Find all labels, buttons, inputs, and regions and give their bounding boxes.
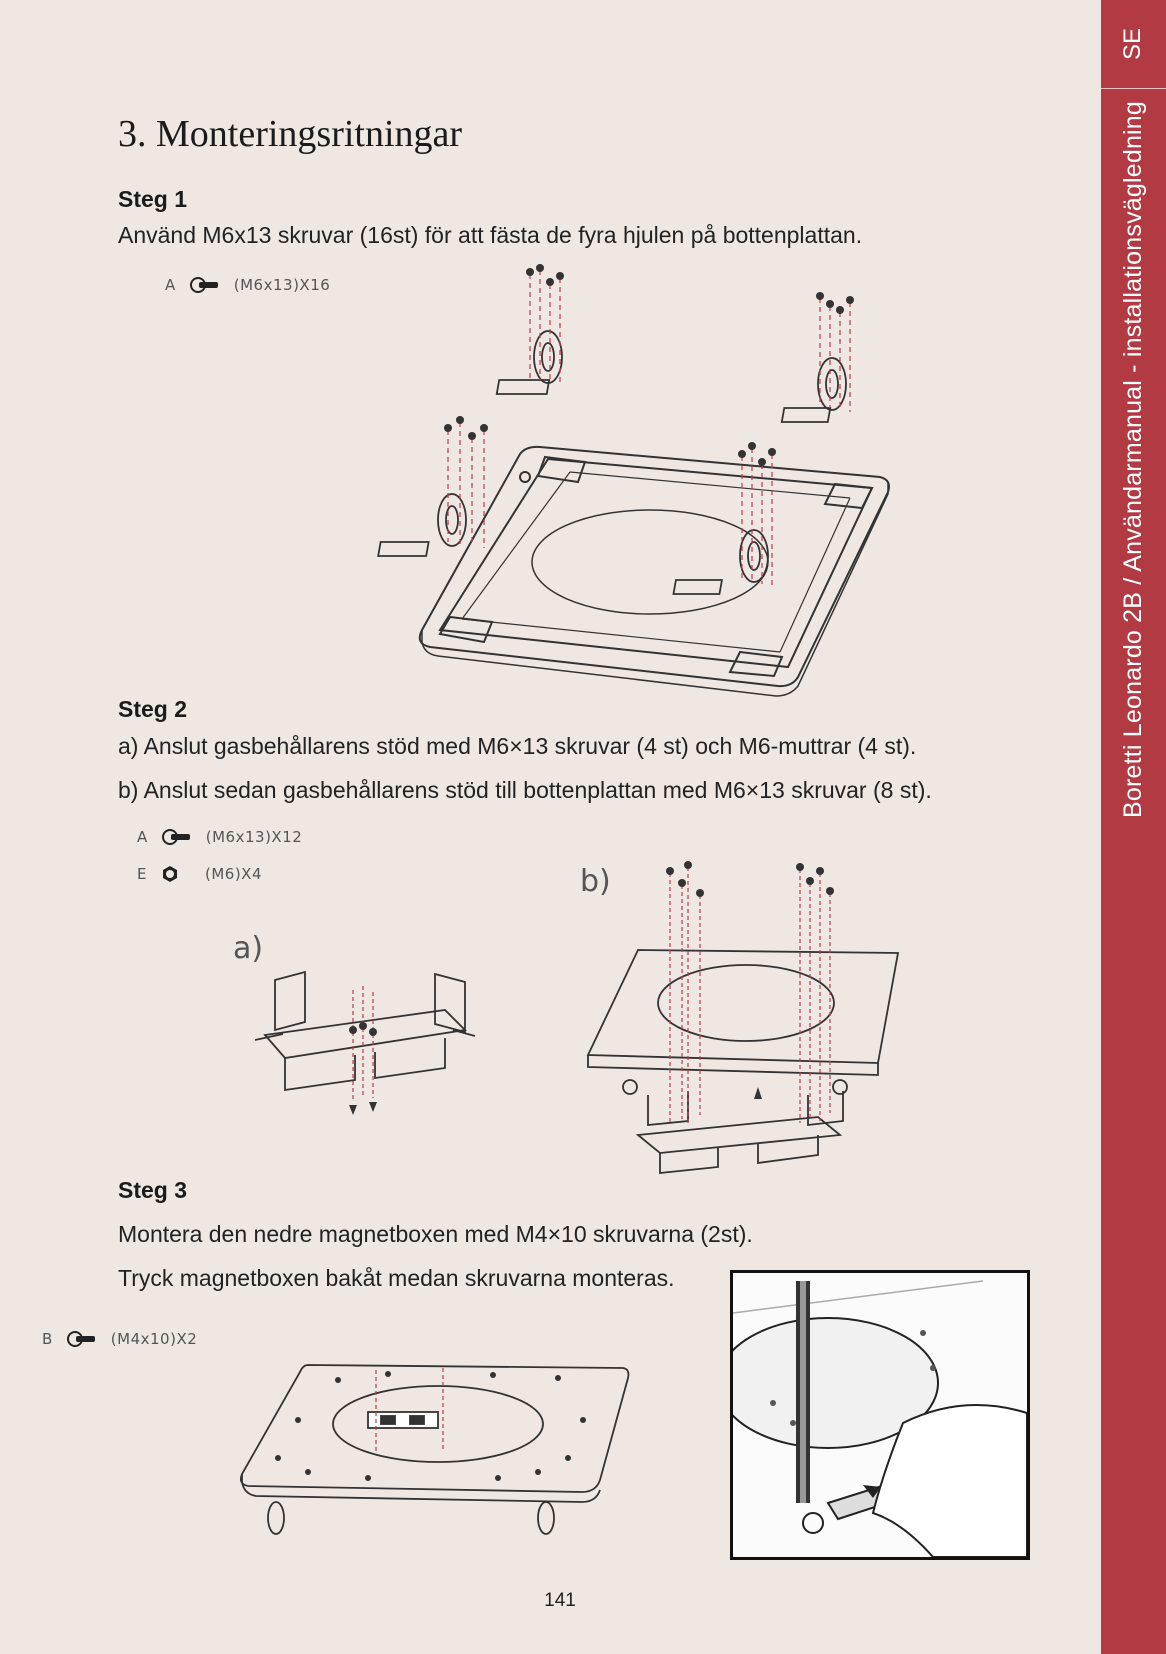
caster-back-left [497, 331, 562, 394]
language-tab [1101, 0, 1166, 89]
step2b-support-to-base-diagram [578, 855, 908, 1185]
part-spec: (M4x10)X2 [110, 1330, 198, 1348]
fig-b-label: b) [580, 864, 611, 899]
step2-text-a: a) Anslut gasbehållarens stöd med M6×13 skruvar (4 st) och M6-muttrar (4 st). [118, 733, 917, 759]
step2a-cylinder-support-diagram [225, 930, 485, 1130]
step3-text-1: Montera den nedre magnetboxen med M4×10 skruvarna (2st). [118, 1221, 753, 1247]
manual-title-vertical [1101, 89, 1166, 829]
part-letter: E [137, 865, 147, 883]
step1-base-plate-diagram [410, 262, 930, 692]
magnet-box-installation-photo [730, 1270, 1030, 1560]
screw-icon [162, 828, 192, 846]
step2-part-a [137, 828, 302, 846]
part-letter: B [42, 1330, 53, 1348]
part-letter: A [137, 828, 148, 846]
part-spec: (M6)X4 [204, 865, 262, 883]
screw-icon [190, 276, 220, 294]
step1-part-a [165, 276, 330, 294]
step3-text-2: Tryck magnetboxen bakåt medan skruvarna monteras. [118, 1265, 675, 1291]
caster-front-left [378, 494, 466, 556]
nut-icon [161, 865, 191, 883]
installation-illustration [733, 1273, 1027, 1557]
step3-title: Steg 3 [118, 1177, 188, 1203]
step3-part-b [42, 1330, 197, 1348]
manual-title-text: Boretti Leonardo 2B / Användarmanual - installationsvägledning [1119, 100, 1147, 818]
part-spec: (M6x13)X12 [205, 828, 303, 846]
step2-part-e [137, 865, 262, 883]
section-heading: 3. Monteringsritningar [118, 113, 463, 155]
language-code: SE [1119, 27, 1147, 61]
screw-icon [67, 1330, 97, 1348]
caster-front-right [673, 530, 768, 594]
part-letter: A [165, 276, 176, 294]
step1-text: Använd M6x13 skruvar (16st) för att fästa de fyra hjulen på bottenplattan. [118, 222, 863, 248]
step3-magnet-box-diagram [238, 1360, 638, 1540]
page-number: 141 [544, 1590, 576, 1611]
sidebar-band [1101, 0, 1166, 1654]
caster-back-right [782, 358, 846, 422]
part-spec: (M6x13)X16 [233, 276, 331, 294]
step2-text-b: b) Anslut sedan gasbehållarens stöd till bottenplattan med M6×13 skruvar (8 st). [118, 777, 932, 803]
fig-a-label: a) [233, 931, 264, 966]
step2-title: Steg 2 [118, 696, 188, 722]
step1-title: Steg 1 [118, 186, 188, 212]
